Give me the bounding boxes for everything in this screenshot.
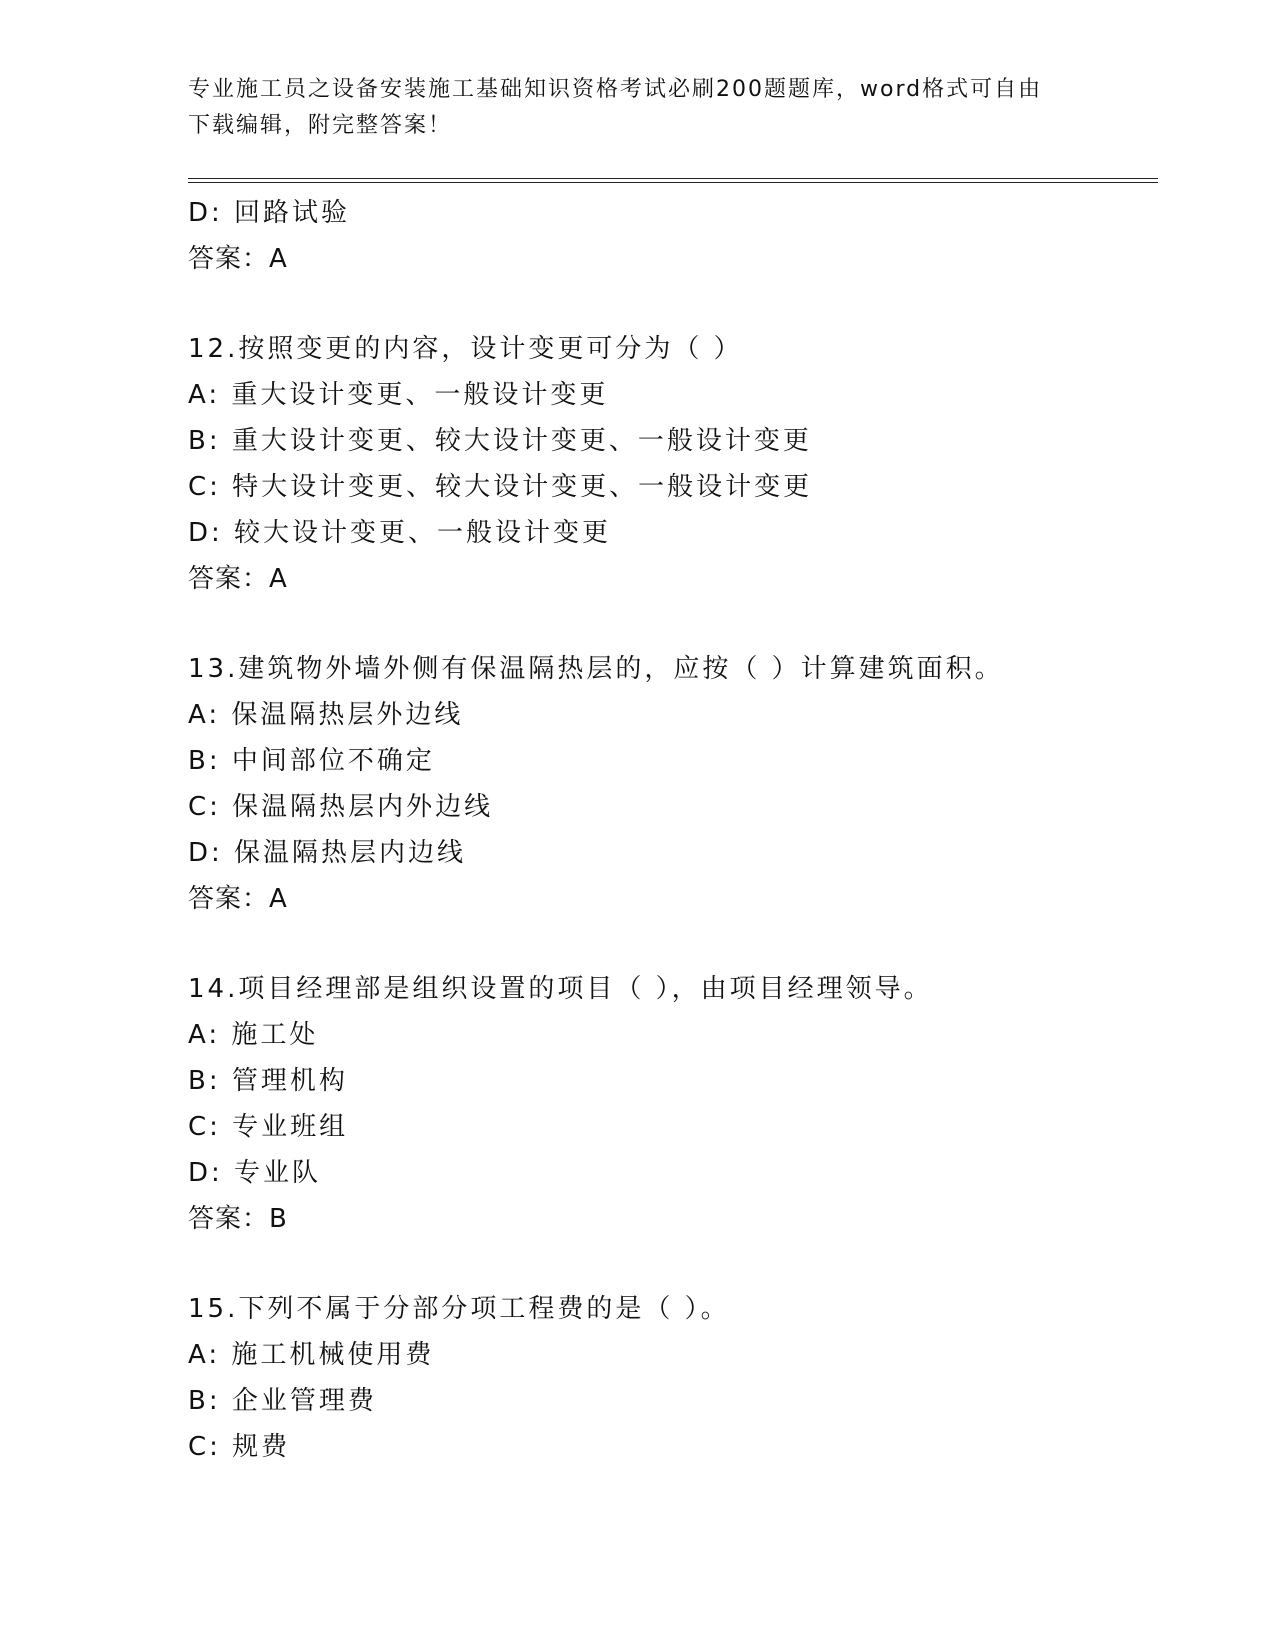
- option-a: A: 重大设计变更、一般设计变更: [188, 380, 609, 410]
- option-d: D: 专业队: [188, 1158, 322, 1188]
- question-13: [188, 646, 1158, 922]
- answer-line: 答案：B: [188, 1204, 288, 1234]
- answer-line: 答案：A: [188, 244, 288, 274]
- option-b: B: 管理机构: [188, 1066, 348, 1096]
- header-divider: [188, 178, 1158, 183]
- option-a: A: 施工机械使用费: [188, 1340, 435, 1370]
- answer-line: 答案：A: [188, 564, 288, 594]
- question-text: 12.按照变更的内容，设计变更可分为（ ）: [188, 334, 743, 364]
- header-title-line-2: 下载编辑，附完整答案！: [188, 113, 453, 138]
- question-text: 15.下列不属于分部分项工程费的是（ ）。: [188, 1294, 730, 1324]
- option-a: A: 保温隔热层外边线: [188, 700, 464, 730]
- question-15: [188, 1286, 1158, 1470]
- document-header: [188, 72, 1068, 144]
- option-b: B: 中间部位不确定: [188, 746, 435, 776]
- option-c: C: 保温隔热层内外边线: [188, 792, 494, 822]
- option-d: D: 保温隔热层内边线: [188, 838, 467, 868]
- question-text: 14.项目经理部是组织设置的项目（ ），由项目经理领导。: [188, 974, 933, 1004]
- answer-line: 答案：A: [188, 884, 288, 914]
- option-c: C: 特大设计变更、较大设计变更、一般设计变更: [188, 472, 813, 502]
- question-text: 13.建筑物外墙外侧有保温隔热层的，应按（ ）计算建筑面积。: [188, 654, 1004, 684]
- option-d: D: 较大设计变更、一般设计变更: [188, 518, 612, 548]
- option-c: C: 规费: [188, 1432, 291, 1462]
- question-list: [188, 190, 1158, 1470]
- option-a: A: 施工处: [188, 1020, 319, 1050]
- option-c: C: 专业班组: [188, 1112, 349, 1142]
- header-title-line-1: 专业施工员之设备安装施工基础知识资格考试必刷200题题库，word格式可自由: [188, 77, 1043, 102]
- question-12: [188, 326, 1158, 602]
- option-b: B: 重大设计变更、较大设计变更、一般设计变更: [188, 426, 812, 456]
- question-fragment: [188, 190, 1158, 282]
- question-14: [188, 966, 1158, 1242]
- option-d: D: 回路试验: [188, 198, 351, 228]
- option-b: B: 企业管理费: [188, 1386, 377, 1416]
